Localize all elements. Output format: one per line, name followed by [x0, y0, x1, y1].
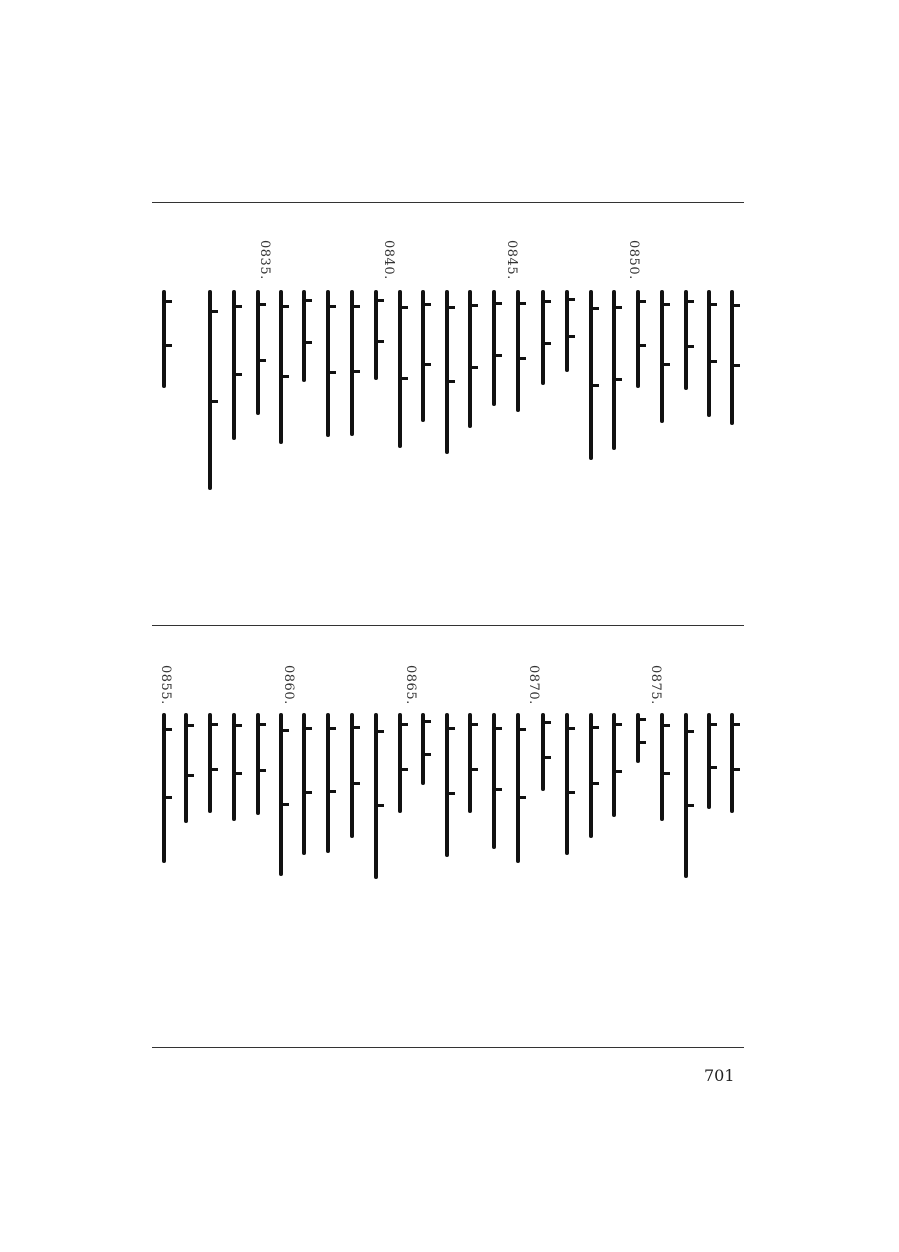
- script-line: [445, 290, 449, 454]
- line-number: 0850.: [626, 240, 641, 280]
- script-line: [516, 290, 520, 412]
- script-line: [445, 713, 449, 857]
- script-line: [162, 290, 166, 388]
- script-line: [565, 290, 569, 372]
- script-line: [541, 290, 545, 385]
- line-number: 0865.: [403, 665, 418, 705]
- script-line: [612, 290, 616, 450]
- script-line: [208, 713, 212, 813]
- script-line: [468, 713, 472, 813]
- script-line: [516, 713, 520, 863]
- script-line: [421, 713, 425, 785]
- script-line: [326, 713, 330, 853]
- script-line: [256, 290, 260, 415]
- middle-rule: [152, 625, 744, 626]
- script-line: [541, 713, 545, 791]
- script-line: [350, 290, 354, 436]
- script-line: [636, 713, 640, 763]
- script-line: [589, 290, 593, 460]
- script-line: [707, 713, 711, 809]
- script-line: [660, 290, 664, 423]
- line-number: 0870.: [526, 665, 541, 705]
- script-line: [492, 713, 496, 849]
- script-line: [256, 713, 260, 815]
- page-number: 701: [704, 1066, 735, 1085]
- script-line: [707, 290, 711, 417]
- script-line: [184, 713, 188, 823]
- line-number: 0855.: [158, 665, 173, 705]
- line-number: 0835.: [257, 240, 272, 280]
- line-number: 0840.: [381, 240, 396, 280]
- script-line: [565, 713, 569, 855]
- line-number: 0845.: [504, 240, 519, 280]
- script-line: [279, 290, 283, 444]
- script-line: [730, 290, 734, 425]
- script-line: [636, 290, 640, 388]
- script-line: [421, 290, 425, 422]
- script-line: [374, 713, 378, 879]
- top-rule: [152, 202, 744, 203]
- script-line: [730, 713, 734, 813]
- line-number: 0875.: [648, 665, 663, 705]
- line-number: 0860.: [281, 665, 296, 705]
- script-line: [350, 713, 354, 838]
- script-line: [398, 713, 402, 813]
- bottom-rule: [152, 1047, 744, 1048]
- script-line: [684, 290, 688, 390]
- script-line: [232, 290, 236, 440]
- script-line: [302, 713, 306, 855]
- script-line: [468, 290, 472, 428]
- script-line: [232, 713, 236, 821]
- script-line: [302, 290, 306, 382]
- script-line: [398, 290, 402, 448]
- script-line: [684, 713, 688, 878]
- script-line: [589, 713, 593, 838]
- script-line: [162, 713, 166, 863]
- script-line: [612, 713, 616, 817]
- script-line: [374, 290, 378, 380]
- script-line: [279, 713, 283, 876]
- script-line: [660, 713, 664, 821]
- script-line: [492, 290, 496, 406]
- script-line: [208, 290, 212, 490]
- script-line: [326, 290, 330, 437]
